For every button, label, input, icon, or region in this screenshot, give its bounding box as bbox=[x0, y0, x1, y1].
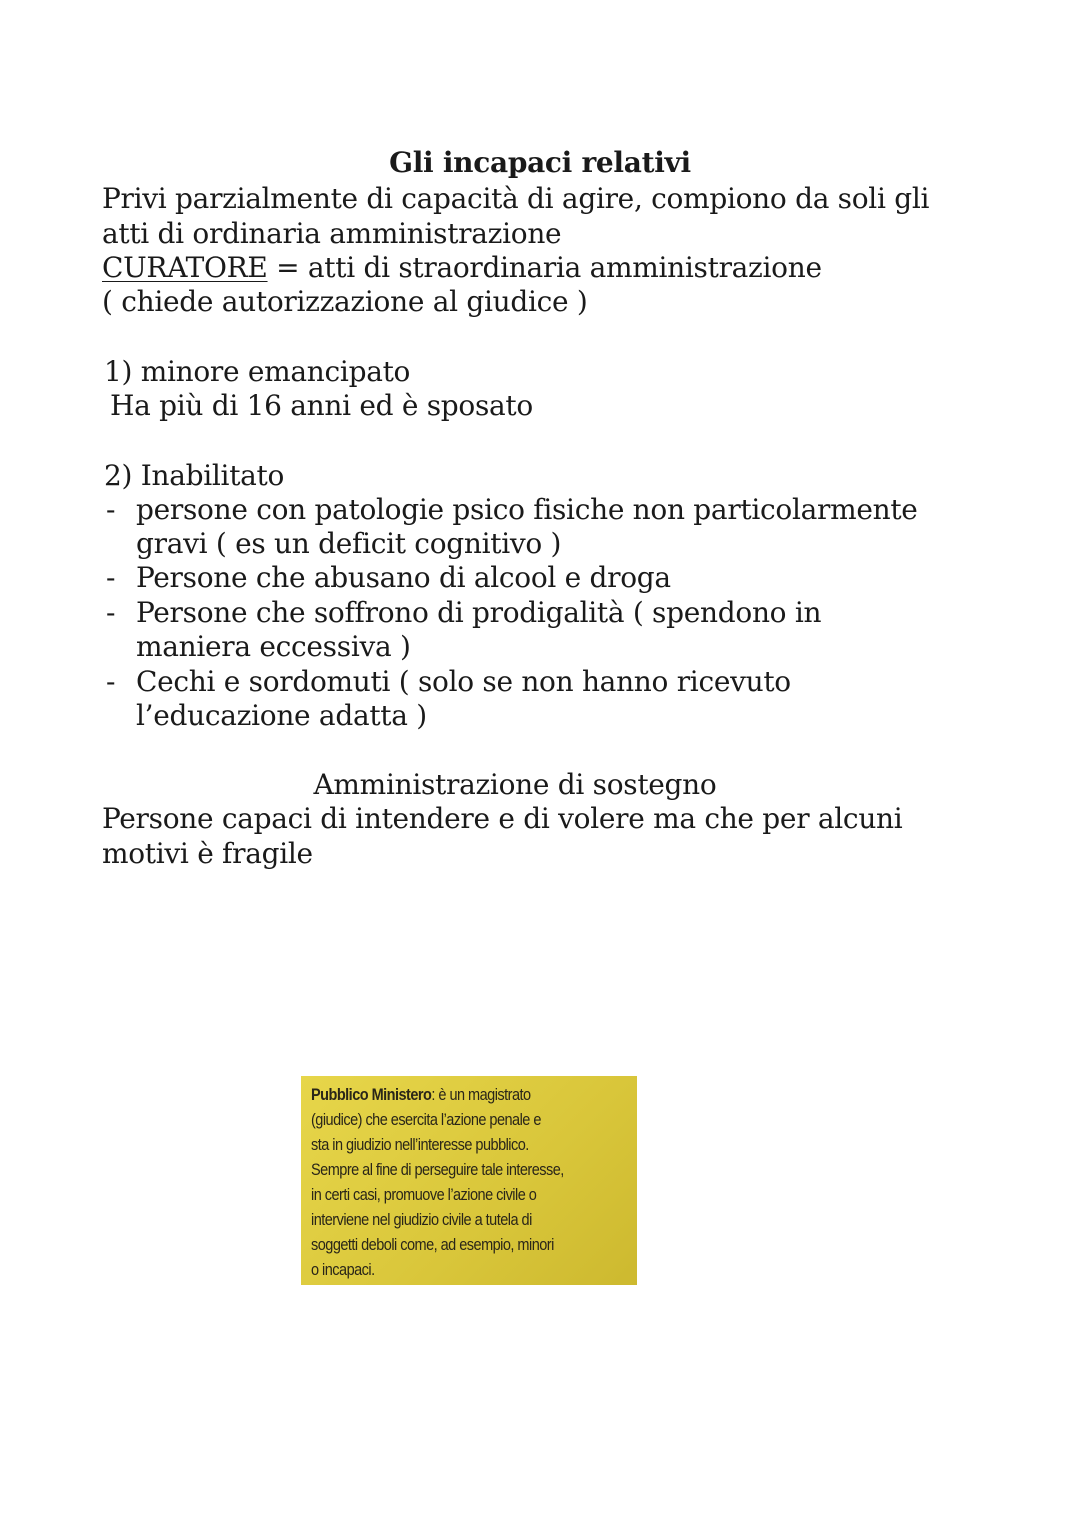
section-1-text: Ha più di 16 anni ed è sposato bbox=[110, 389, 533, 422]
bullet-marker: - bbox=[106, 665, 116, 698]
intro-line-2: atti di ordinaria amministrazione bbox=[102, 217, 562, 250]
callout-line: o incapaci. bbox=[311, 1261, 375, 1279]
curatore-term: CURATORE bbox=[102, 251, 268, 284]
callout-term: Pubblico Ministero bbox=[311, 1086, 432, 1104]
list-item: Persone che soffrono di prodigalità ( spendono in bbox=[136, 596, 822, 629]
callout-line: in certi casi, promuove l’azione civile o bbox=[311, 1186, 537, 1204]
intro-line-3 bbox=[102, 251, 822, 285]
callout-line: (giudice) che esercita l’azione penale e bbox=[311, 1111, 541, 1129]
section-2-heading: 2) Inabilitato bbox=[104, 459, 285, 492]
section-1-heading: 1) minore emancipato bbox=[104, 355, 411, 388]
list-item: Persone che abusano di alcool e droga bbox=[136, 561, 671, 594]
callout-line bbox=[311, 1083, 628, 1108]
section-3-line-2: motivi è fragile bbox=[102, 837, 313, 870]
section-3-heading: Amministrazione di sostegno bbox=[313, 768, 717, 801]
list-item: Cechi e sordomuti ( solo se non hanno ricevuto bbox=[136, 665, 791, 698]
page-title: Gli incapaci relativi bbox=[389, 146, 691, 179]
callout-line: soggetti deboli come, ad esempio, minori bbox=[311, 1236, 554, 1254]
curatore-definition: = atti di straordinaria amministrazione bbox=[267, 251, 822, 284]
section-3-line-1: Persone capaci di intendere e di volere ma che per alcuni bbox=[102, 802, 903, 835]
intro-line-1: Privi parzialmente di capacità di agire, compiono da soli gli bbox=[102, 182, 930, 215]
bullet-marker: - bbox=[106, 493, 116, 526]
list-item-continuation: gravi ( es un deficit cognitivo ) bbox=[136, 527, 562, 560]
callout-line: sta in giudizio nell’interesse pubblico. bbox=[311, 1136, 529, 1154]
callout-line: interviene nel giudizio civile a tutela di bbox=[311, 1211, 532, 1229]
bullet-marker: - bbox=[106, 561, 116, 594]
callout-text bbox=[311, 1083, 628, 1283]
list-item-continuation: maniera eccessiva ) bbox=[136, 630, 411, 663]
callout-term-rest: : è un magistrato bbox=[431, 1086, 531, 1104]
list-item-continuation: l’educazione adatta ) bbox=[136, 699, 427, 732]
bullet-marker: - bbox=[106, 596, 116, 629]
callout-line: Sempre al fine di perseguire tale interesse, bbox=[311, 1161, 564, 1179]
list-item: persone con patologie psico fisiche non particolarmente bbox=[136, 493, 918, 526]
definition-callout bbox=[301, 1076, 637, 1285]
intro-line-4: ( chiede autorizzazione al giudice ) bbox=[102, 285, 588, 318]
